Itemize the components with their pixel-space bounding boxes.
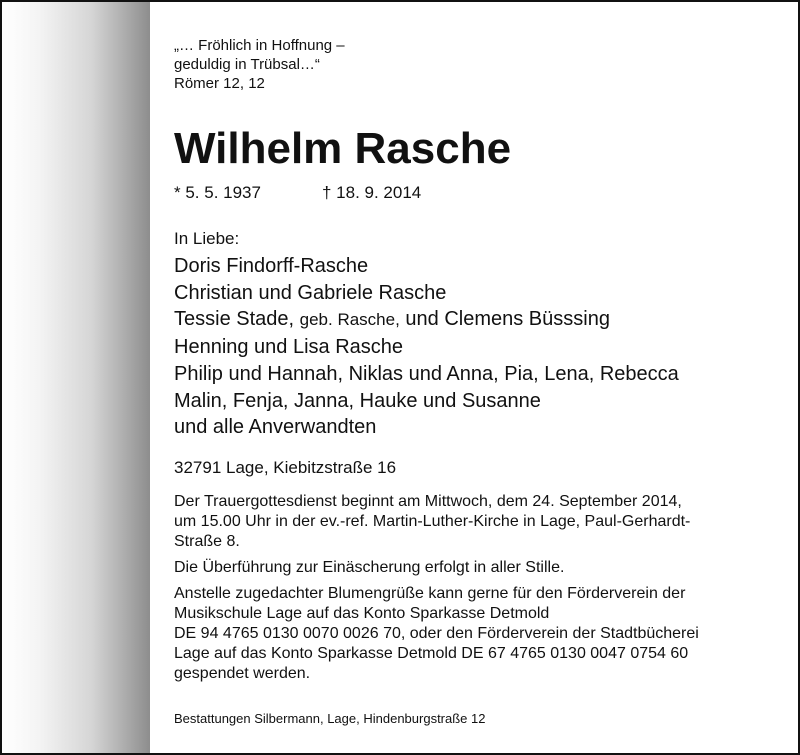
donation-text-line: DE 94 4765 0130 0070 0026 70, oder den Förderverein der Stadtbücherei [174,625,699,642]
service-text-line: Straße 8. [174,533,240,550]
mourner-line: Henning und Lisa Rasche [174,336,404,359]
mourners-intro: In Liebe: [174,229,240,248]
birth-date: * 5. 5. 1937 [174,183,261,202]
mourner-line [174,306,679,334]
mourners-list [174,253,679,441]
donation-text-line: gespendet werden. [174,665,311,682]
mourner-line: Doris Findorff-Rasche [174,255,369,277]
service-text-line: um 15.00 Uhr in der ev.-ref. Martin-Luther-Kirche in Lage, Paul-Gerhardt- [174,513,691,530]
mourner-name: Tessie Stade, [174,308,295,331]
bible-quote [174,36,345,93]
quote-line-2: geduldig in Trübsal…“ [174,56,320,73]
service-text-line: Die Überführung zur Einäscherung erfolgt in aller Stille. [174,559,565,576]
mourner-line: Philip und Hannah, Niklas und Anna, Pia, Lena, Rebecca [174,362,679,385]
death-date: † 18. 9. 2014 [322,183,422,202]
mourner-name: und Clemens Büsssing [405,308,610,331]
service-info [174,492,699,684]
mourner-line: und alle Anverwandten [174,416,377,439]
quote-reference: Römer 12, 12 [174,75,265,92]
service-text-line: Der Trauergottesdienst beginnt am Mittwoch, dem 24. September 2014, [174,493,682,510]
life-dates [174,182,422,204]
deceased-name: Wilhelm Rasche [174,124,512,173]
maiden-name: geb. Rasche, [299,310,400,330]
mourner-line: Malin, Fenja, Janna, Hauke und Susanne [174,389,541,412]
mourner-line: Christian und Gabriele Rasche [174,281,447,304]
quote-line-1: „… Fröhlich in Hoffnung – [174,37,345,54]
donation-text-line: Musikschule Lage auf das Konto Sparkasse Detmold [174,605,550,622]
family-address: 32791 Lage, Kiebitzstraße 16 [174,458,397,477]
funeral-home: Bestattungen Silbermann, Lage, Hindenburgstraße 12 [174,711,486,726]
donation-text-line: Anstelle zugedachter Blumengrüße kann gerne für den Förderverein der [174,585,686,602]
donation-text-line: Lage auf das Konto Sparkasse Detmold DE 67 4765 0130 0047 0754 60 [174,645,689,662]
decorative-gradient-band [2,2,150,753]
